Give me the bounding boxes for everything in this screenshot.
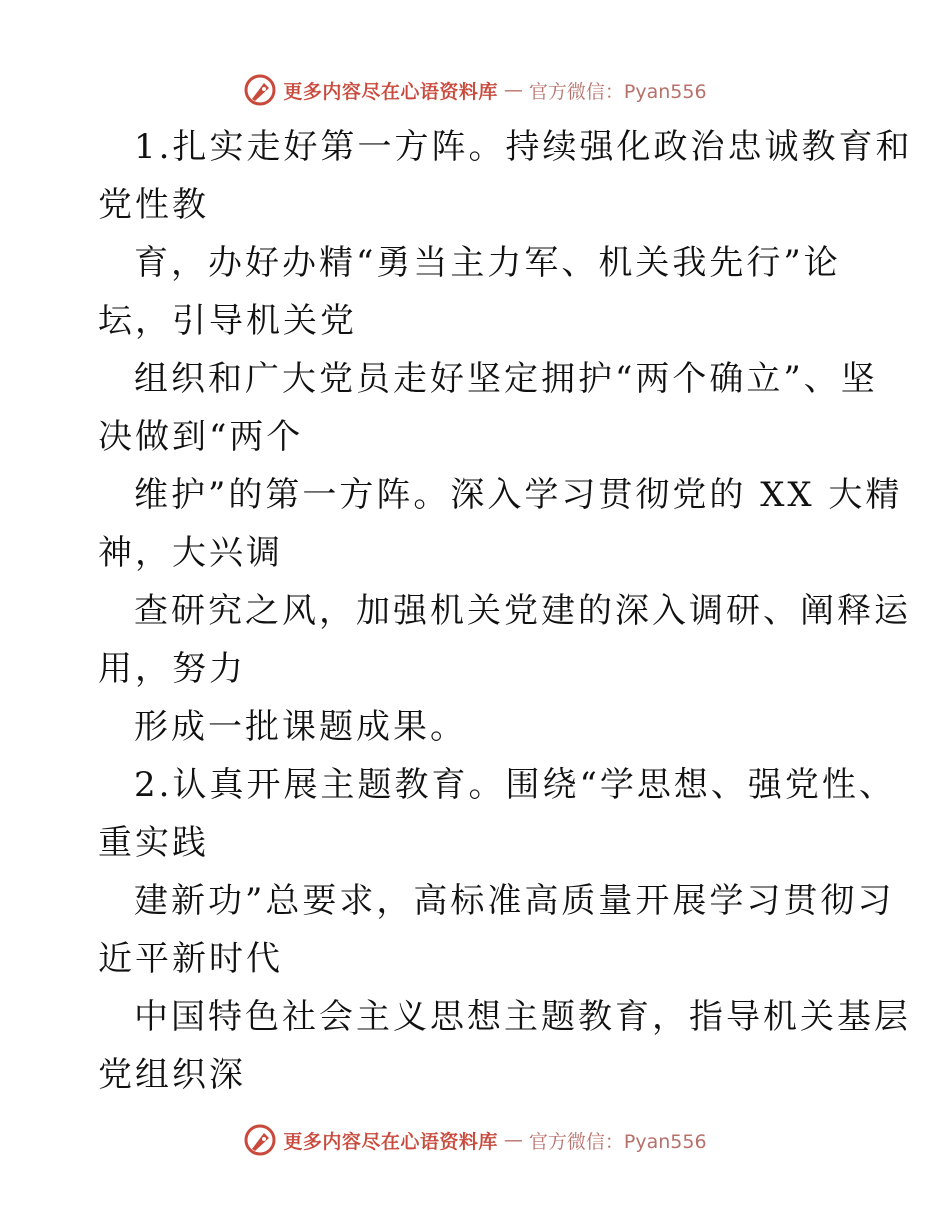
text-line: 2.认真开展主题教育。围绕“学思想、强党性、 [134,765,896,805]
footer-watermark [0,1120,950,1160]
watermark-separator: — [503,1129,523,1151]
header-watermark [0,70,950,110]
document-body [98,118,913,1104]
text-line: 决做到“两个 [98,417,304,457]
text-line: 育，办好办精“勇当主力军、机关我先行”论 [134,243,841,283]
watermark-separator: — [503,79,523,101]
watermark-site-text: 更多内容尽在心语资料库 [283,1130,498,1153]
watermark-wechat-text: 官方微信：Pyan556 [528,80,707,103]
text-line: 查研究之风，加强机关党建的深入调研、阐释运 [134,591,911,631]
text-line: 重实践 [98,823,209,863]
text-line: 维护”的第一方阵。深入学习贯彻党的 XX 大精 [134,475,903,515]
text-line: 党组织深 [98,1055,246,1095]
pen-nib-logo-icon [243,73,277,107]
watermark-wechat-text: 官方微信：Pyan556 [528,1130,707,1153]
text-line: 神，大兴调 [98,533,283,573]
text-line: 坛，引导机关党 [98,301,357,341]
text-line: 形成一批课题成果。 [134,707,467,747]
text-line: 组织和广大党员走好坚定拥护“两个确立”、坚 [134,359,878,399]
watermark-site-text: 更多内容尽在心语资料库 [283,80,498,103]
text-line: 中国特色社会主义思想主题教育，指导机关基层 [134,997,911,1037]
text-line: 用，努力 [98,649,246,689]
text-line: 1.扎实走好第一方阵。持续强化政治忠诚教育和 [134,127,913,167]
pen-nib-logo-icon [243,1123,277,1157]
text-line: 建新功”总要求，高标准高质量开展学习贯彻习 [134,881,895,921]
text-line: 党性教 [98,185,209,225]
text-line: 近平新时代 [98,939,283,979]
